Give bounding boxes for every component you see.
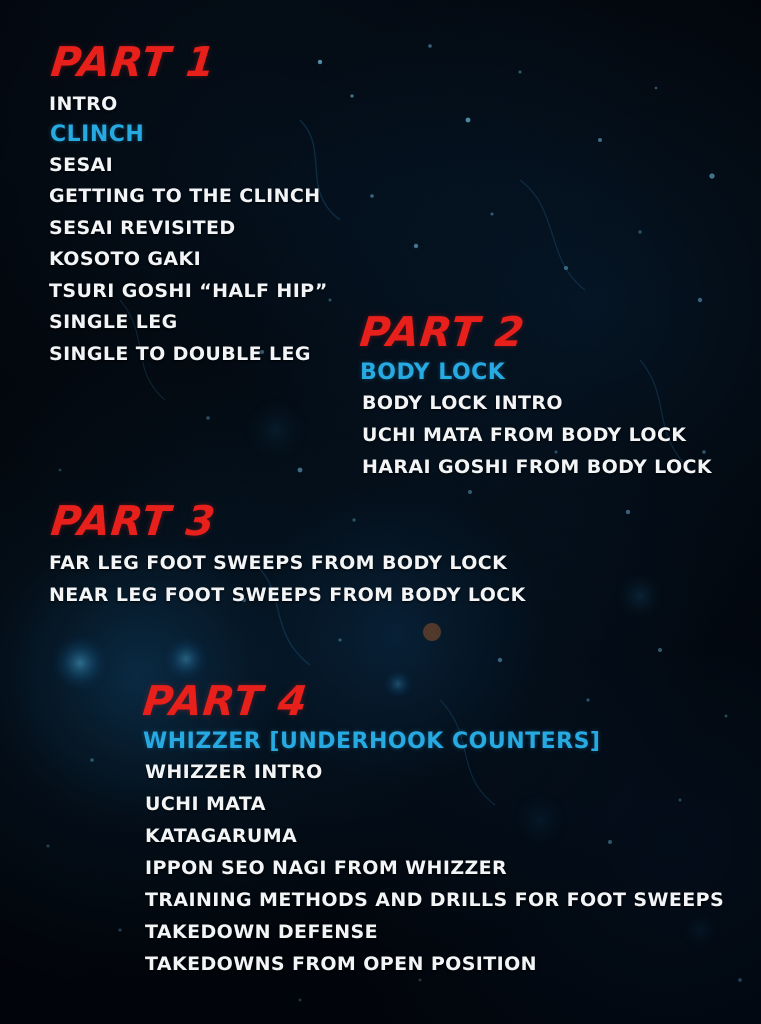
part-3-block <box>48 497 526 612</box>
list-item[interactable]: TAKEDOWN DEFENSE <box>145 920 378 943</box>
list-item[interactable]: BODY LOCK INTRO <box>362 392 563 415</box>
list-item[interactable]: UCHI MATA <box>145 793 266 816</box>
list-item[interactable]: SINGLE LEG <box>49 311 178 334</box>
part-4-section-title: WHIZZER [UNDERHOOK COUNTERS] <box>143 729 601 754</box>
part-4-title: PART 4 <box>140 677 311 725</box>
list-item[interactable]: GETTING TO THE CLINCH <box>49 185 321 208</box>
list-item[interactable]: SESAI <box>49 153 114 176</box>
part-1-block <box>48 38 328 370</box>
list-item[interactable]: FAR LEG FOOT SWEEPS FROM BODY LOCK <box>49 552 508 574</box>
part-2-block <box>357 308 712 484</box>
list-item[interactable]: KATAGARUMA <box>145 824 298 847</box>
list-item[interactable]: INTRO <box>49 93 118 115</box>
list-item[interactable]: TSURI GOSHI “HALF HIP” <box>49 279 328 302</box>
list-item[interactable]: IPPON SEO NAGI FROM WHIZZER <box>145 856 508 879</box>
list-item[interactable]: TRAINING METHODS AND DRILLS FOR FOOT SWEEPS <box>145 888 725 911</box>
list-item[interactable]: TAKEDOWNS FROM OPEN POSITION <box>145 952 537 975</box>
part-2-title: PART 2 <box>357 308 528 356</box>
list-item[interactable]: SINGLE TO DOUBLE LEG <box>49 342 311 365</box>
list-item[interactable]: HARAI GOSHI FROM BODY LOCK <box>362 455 712 478</box>
part-3-title: PART 3 <box>48 497 219 545</box>
list-item[interactable]: KOSOTO GAKI <box>49 248 202 271</box>
list-item[interactable]: UCHI MATA FROM BODY LOCK <box>362 424 687 447</box>
list-item[interactable]: SESAI REVISITED <box>49 216 236 239</box>
list-item[interactable]: NEAR LEG FOOT SWEEPS FROM BODY LOCK <box>49 583 526 606</box>
part-4-block <box>140 677 725 981</box>
part-2-section-title: BODY LOCK <box>360 360 506 385</box>
part-1-title: PART 1 <box>48 38 219 86</box>
list-item[interactable]: WHIZZER INTRO <box>145 761 323 784</box>
part-1-section-title: CLINCH <box>50 121 145 147</box>
